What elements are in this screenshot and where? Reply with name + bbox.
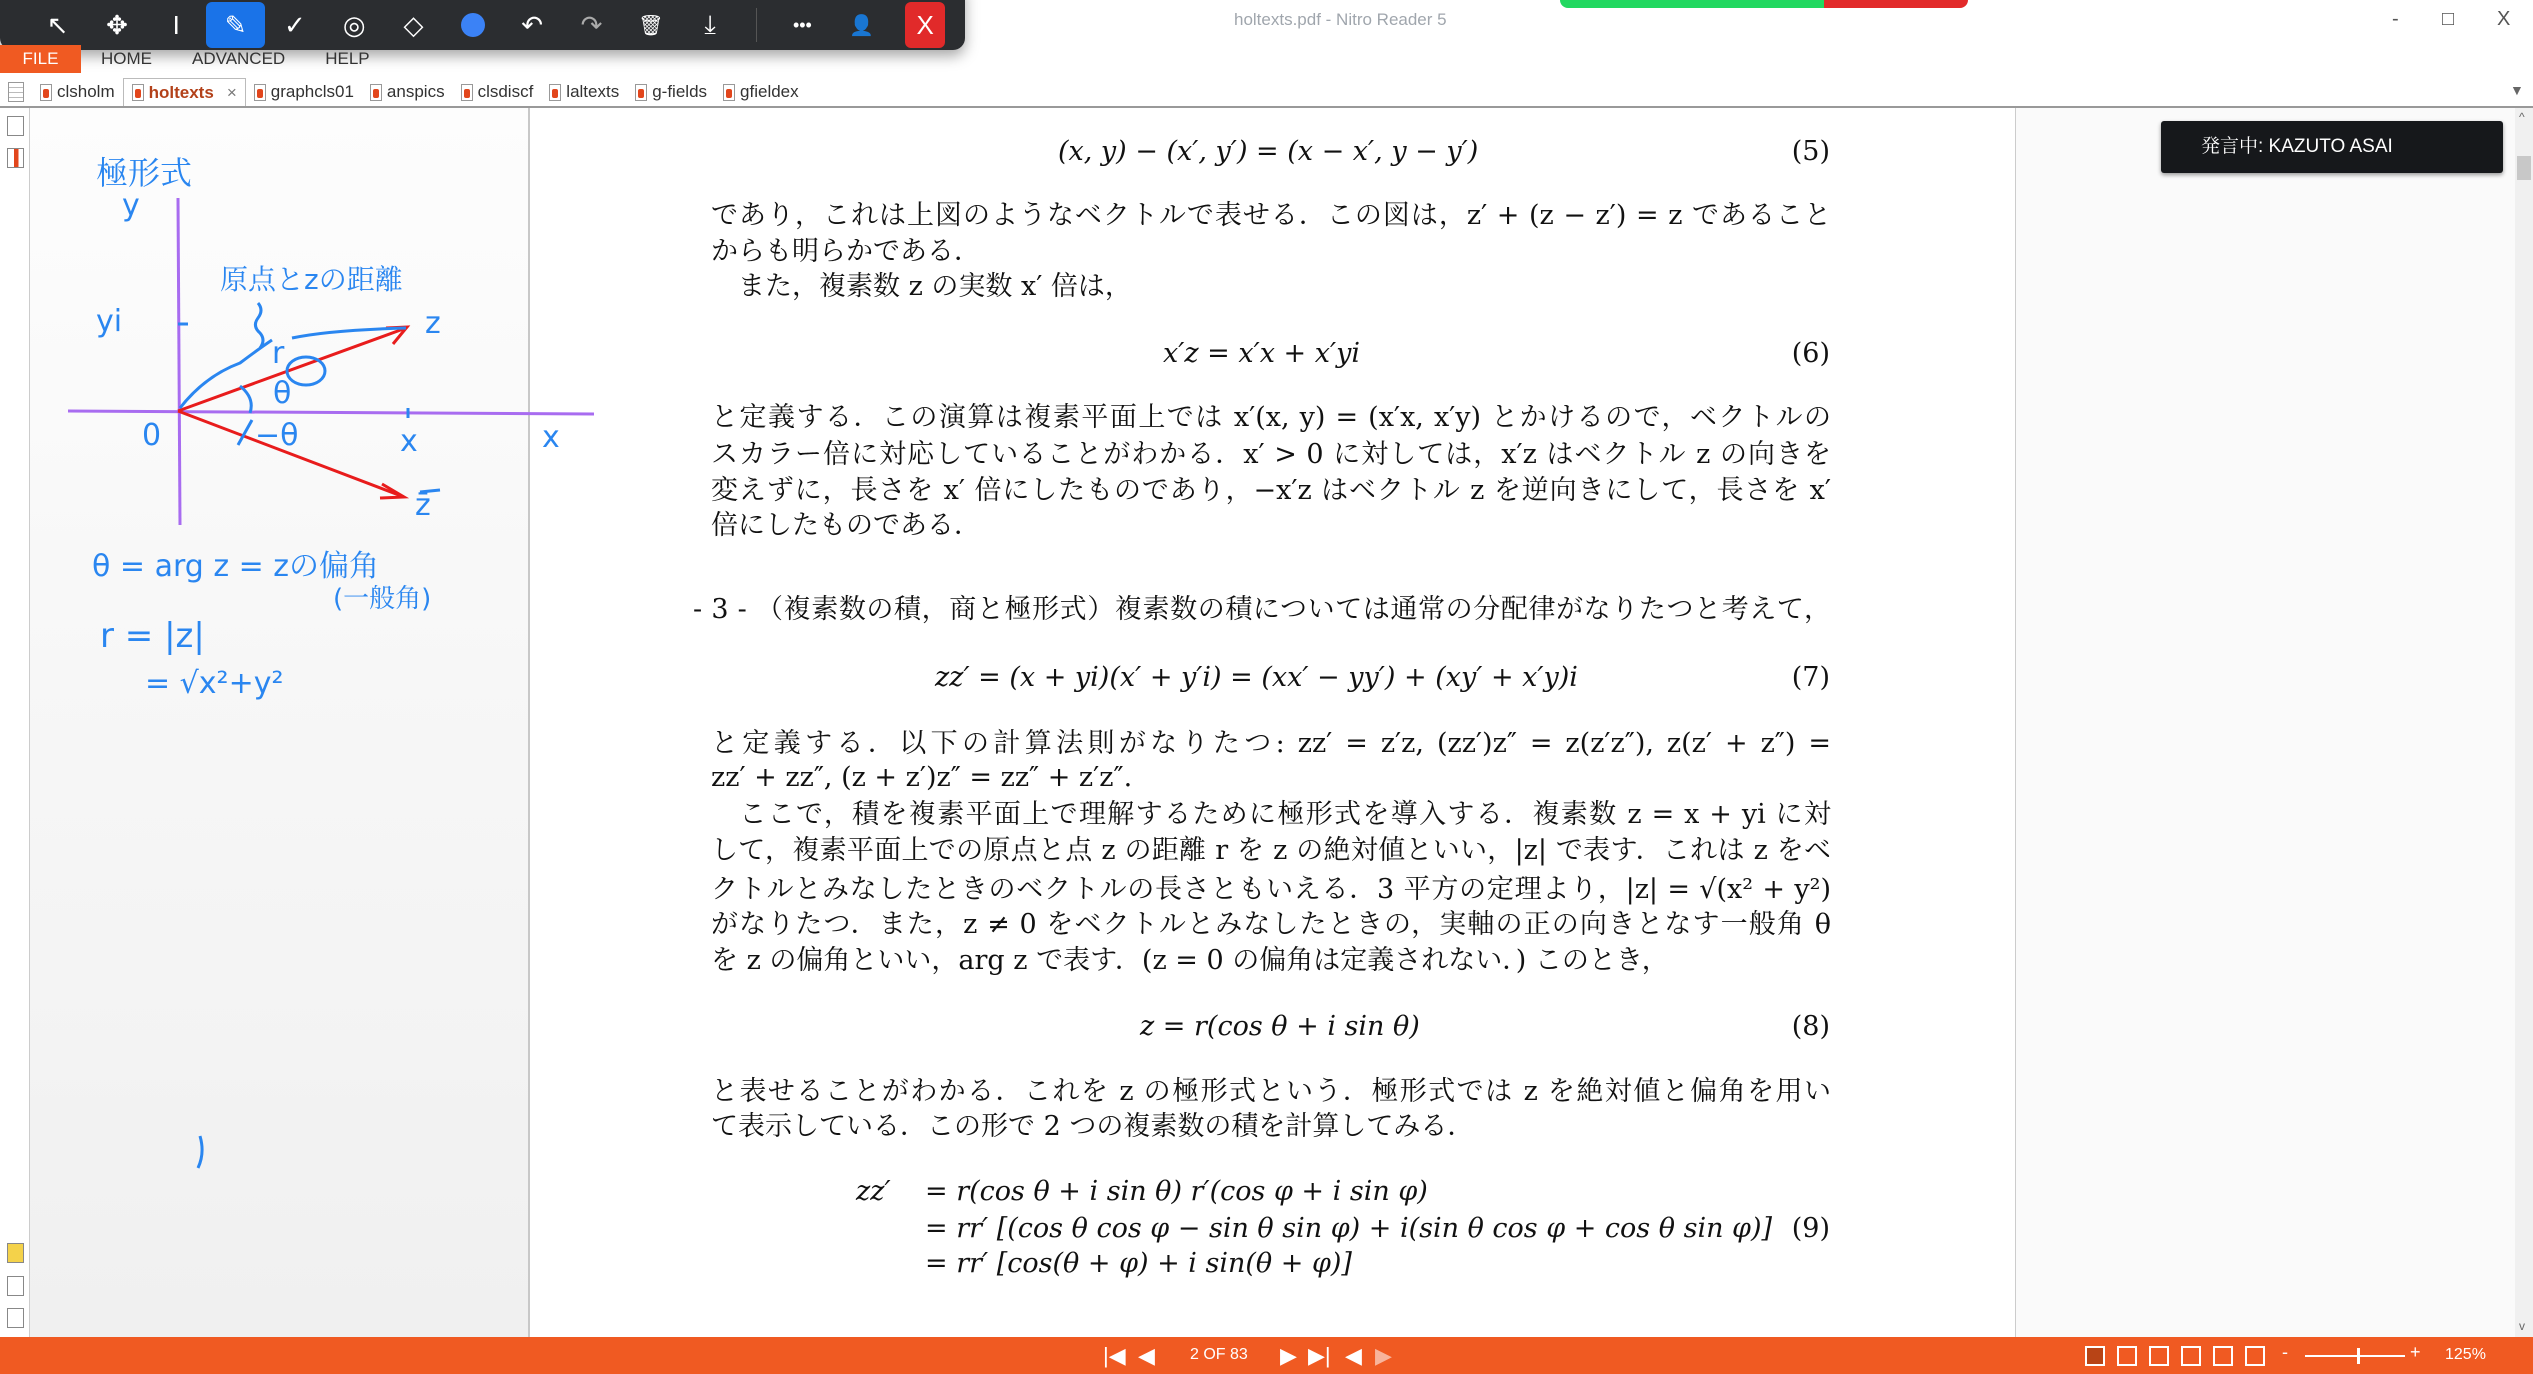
pointer-icon[interactable]: ↖	[46, 9, 69, 40]
attachments-icon[interactable]	[7, 1276, 24, 1296]
annotation-yi: yi	[96, 304, 123, 339]
arrowhead	[380, 484, 404, 498]
first-page-button[interactable]: |◀	[1103, 1343, 1126, 1368]
zoom-slider[interactable]	[2305, 1355, 2405, 1357]
close-icon[interactable]: X	[905, 2, 945, 48]
continuous-view-icon[interactable]	[2117, 1346, 2137, 1366]
annotation-toolbar	[0, 0, 965, 50]
annotation-general-angle: (一般角)	[333, 584, 432, 614]
split-view-icon[interactable]	[2245, 1346, 2265, 1366]
single-page-view-icon[interactable]	[2085, 1346, 2105, 1366]
tab-g-fields[interactable]	[627, 78, 715, 106]
annotation-r: r	[272, 336, 285, 371]
equation-5: (x, y) − (x′, y′) = (x − x′, y − y′)	[1058, 136, 1479, 167]
page-background	[2016, 108, 2515, 1337]
annotation-title: 極形式	[96, 154, 193, 192]
menu-help[interactable]: HELP	[325, 49, 370, 68]
ribbon-menu	[0, 45, 390, 73]
section-heading: - 3 - （複素数の積，商と極形式）複素数の積については通常の分配律がなりたつと考えて，	[693, 594, 1831, 625]
tabs-menu-icon[interactable]	[0, 78, 32, 106]
pdf-file-icon	[370, 84, 382, 101]
tab-label: clsholm	[57, 82, 115, 101]
tab-label: g-fields	[652, 82, 708, 101]
y-axis	[178, 198, 180, 525]
tab-clsholm[interactable]	[32, 78, 123, 106]
tab-anspics[interactable]	[362, 78, 453, 106]
maximize-button[interactable]: □	[2442, 8, 2455, 30]
equation-number: (9)	[1791, 1213, 1830, 1244]
stamp-icon[interactable]: ◎	[342, 9, 366, 40]
paragraph-line: がなりたつ．また，z ≠ 0 をベクトルとみなしたときの，実軸の正の向きとなす一般角 θ	[711, 909, 1831, 940]
tab-label: laltexts	[566, 82, 620, 101]
paragraph-line: して，複素平面上での原点と点 z の距離 r を z の絶対値といい，|z| で表す．これは z をベ	[711, 835, 1831, 866]
pdf-file-icon	[635, 84, 647, 101]
speaker-indicator: 発言中: KAZUTO ASAI	[2161, 121, 2503, 173]
annotation-zbar: z̄	[415, 488, 431, 523]
eraser-icon[interactable]: ◇	[403, 9, 424, 40]
tab-gfieldex[interactable]	[715, 78, 807, 106]
pdf-file-icon	[40, 84, 52, 101]
annotation-arg: θ = arg z = zの偏角	[92, 549, 380, 584]
paragraph-line: 倍にしたものである．	[711, 510, 981, 541]
annotation-neg-theta: −θ	[255, 418, 299, 453]
equation-number: (6)	[1791, 338, 1830, 369]
annotation-theta: θ	[273, 376, 292, 411]
menu-advanced[interactable]: ADVANCED	[192, 49, 286, 68]
paragraph-line: からも明らかである．	[711, 236, 981, 267]
z-vector	[178, 328, 406, 411]
window-title: holtexts.pdf - Nitro Reader 5	[1234, 10, 1447, 29]
layers-icon[interactable]	[7, 1308, 24, 1328]
scroll-up-icon[interactable]: ^	[2519, 110, 2525, 124]
paragraph-line: ここで，積を複素平面上で理解するために極形式を導入する．複素数 z = x + yi に対	[711, 799, 1831, 830]
zoom-in-button[interactable]: +	[2410, 1342, 2421, 1362]
equation-number: (8)	[1791, 1011, 1830, 1042]
pdf-file-icon	[461, 84, 473, 101]
paragraph-line: であり，これは上図のようなベクトルで表せる．この図は，z′ + (z − z′) = z であること	[711, 200, 1831, 231]
vertical-scrollbar[interactable]	[2515, 108, 2533, 1337]
presentation-view-icon[interactable]	[2213, 1346, 2233, 1366]
meeting-indicator	[1560, 0, 1968, 8]
paragraph-line: また，複素数 z の実数 x′ 倍は，	[711, 271, 1132, 302]
zoom-level[interactable]: 125%	[2445, 1346, 2486, 1363]
left-panel-strip	[0, 108, 30, 1337]
tab-laltexts[interactable]	[541, 78, 627, 106]
scrollbar-thumb[interactable]	[2517, 156, 2531, 180]
tab-label: gfieldex	[740, 82, 799, 101]
paragraph-line: と表せることがわかる．これを z の極形式という．極形式では z を絶対値と偏角を用い	[711, 1076, 1831, 1107]
zoom-slider-handle[interactable]	[2357, 1348, 2360, 1364]
user-icon[interactable]: 👤	[849, 14, 875, 37]
annotation-y-label: y	[122, 188, 140, 223]
pdf-file-icon	[723, 84, 735, 101]
ribbon-expand-icon[interactable]: ▼	[2510, 82, 2524, 98]
pdf-file-icon	[132, 84, 144, 101]
pdf-file-icon	[254, 84, 266, 101]
x-axis	[68, 411, 594, 414]
trash-icon[interactable]: 🗑	[638, 14, 664, 37]
paragraph-line: と定義する．以下の計算法則がなりたつ: zz′ = z′z, (zz′)z″ = z(z′z″), z(z′ + z″) =	[711, 728, 1831, 759]
tab-clsdiscf[interactable]	[453, 78, 542, 106]
equation-9-lhs: zz′	[856, 1176, 891, 1207]
text-cursor-icon[interactable]: I	[172, 9, 180, 40]
pen-icon[interactable]: ✎	[206, 2, 265, 48]
tab-close-icon[interactable]: ×	[226, 82, 237, 102]
last-page-button[interactable]: ▶|	[1308, 1343, 1331, 1368]
zoom-out-button[interactable]: -	[2282, 1342, 2288, 1362]
pdf-file-icon	[549, 84, 561, 101]
tab-label: anspics	[386, 82, 445, 101]
paragraph-line: スカラー倍に対応していることがわかる．x′ > 0 に対しては，x′z はベクトル z の向きを	[711, 439, 1831, 470]
annotation-z: z	[425, 306, 441, 341]
menu-home[interactable]: HOME	[101, 49, 152, 68]
paragraph-line: 変えずに，長さを x′ 倍にしたものであり，−x′z はベクトル z を逆向きにして，長さを x′	[711, 475, 1831, 506]
equation-number: (5)	[1791, 136, 1830, 167]
paragraph-line: て表示している．この形で 2 つの複素数の積を計算してみる．	[711, 1111, 1475, 1142]
close-button[interactable]: X	[2497, 8, 2511, 30]
equation-8: z = r(cos θ + i sin θ)	[1140, 1011, 1420, 1042]
status-bar	[0, 1337, 2533, 1374]
annotation-abs: r = |z|	[100, 616, 205, 656]
document-tabs	[0, 76, 2515, 106]
bookmark-icon[interactable]	[7, 148, 24, 168]
toolbar-divider	[756, 8, 757, 42]
download-icon[interactable]: ⤓	[704, 9, 716, 39]
color-dot-icon[interactable]	[443, 2, 502, 48]
tab-holtexts[interactable]	[123, 78, 246, 106]
minimize-button[interactable]: -	[2392, 8, 2399, 30]
paragraph-line: zz′ + zz″, (z + z′)z″ = zz″ + z′z″.	[711, 762, 1133, 793]
tab-label: holtexts	[148, 82, 214, 102]
paragraph-line: クトルとみなしたときのベクトルの長さともいえる．3 平方の定理より，|z| = √(x² + y²)	[711, 874, 1831, 905]
check-icon[interactable]: ✓	[284, 9, 306, 40]
annotation-sqrt: = √x²+y²	[145, 666, 284, 701]
comments-icon[interactable]	[7, 1243, 24, 1263]
annotation-distance: 原点とzの距離	[220, 263, 403, 296]
tab-label: graphcls01	[270, 82, 354, 101]
equation-9-line: = rr′ [cos(θ + φ) + i sin(θ + φ)]	[925, 1248, 1352, 1279]
paragraph-line: と定義する．この演算は複素平面上では x′(x, y) = (x′x, x′y) とかけるので，ベクトルの	[711, 402, 1831, 433]
search-pages-icon[interactable]	[7, 116, 24, 136]
equation-9-line: = r(cos θ + i sin θ) r′(cos φ + i sin φ)	[925, 1176, 1428, 1207]
page-indicator[interactable]: 2 OF 83	[1190, 1346, 1248, 1363]
annotation-origin: 0	[142, 418, 162, 453]
more-icon[interactable]: •••	[792, 14, 812, 35]
next-page-button[interactable]: ▶	[1280, 1343, 1297, 1368]
redo-icon[interactable]: ↷	[580, 9, 603, 40]
tab-graphcls01[interactable]	[246, 78, 362, 106]
annotation-x-tick: x	[400, 424, 418, 459]
equation-number: (7)	[1791, 662, 1830, 693]
paragraph-line: を z の偏角といい，arg z で表す．(z = 0 の偏角は定義されない．) このとき，	[711, 945, 1669, 976]
equation-7: zz′ = (x + yi)(x′ + y′i) = (xx′ − yy′) + (xy′ + x′y)i	[935, 662, 1578, 693]
move-icon[interactable]: ✥	[106, 9, 128, 40]
previous-page-button[interactable]: ◀	[1138, 1343, 1155, 1368]
facing-view-icon[interactable]	[2149, 1346, 2169, 1366]
tab-label: clsdiscf	[477, 82, 534, 101]
forward-view-button[interactable]: ▶	[1375, 1343, 1392, 1368]
handwritten-notes-page	[30, 108, 560, 1337]
equation-6: x′z = x′x + x′yi	[1163, 338, 1360, 369]
scroll-down-icon[interactable]: v	[2519, 1319, 2525, 1333]
equation-9-line: = rr′ [(cos θ cos φ − sin θ sin φ) + i(sin θ cos φ + cos θ sin φ)]	[925, 1213, 1773, 1244]
facing-continuous-view-icon[interactable]	[2181, 1346, 2201, 1366]
back-view-button[interactable]: ◀	[1345, 1343, 1362, 1368]
menu-file[interactable]: FILE	[0, 45, 81, 73]
undo-icon[interactable]: ↶	[521, 9, 544, 40]
annotation-x-axis-label: x	[542, 420, 560, 455]
